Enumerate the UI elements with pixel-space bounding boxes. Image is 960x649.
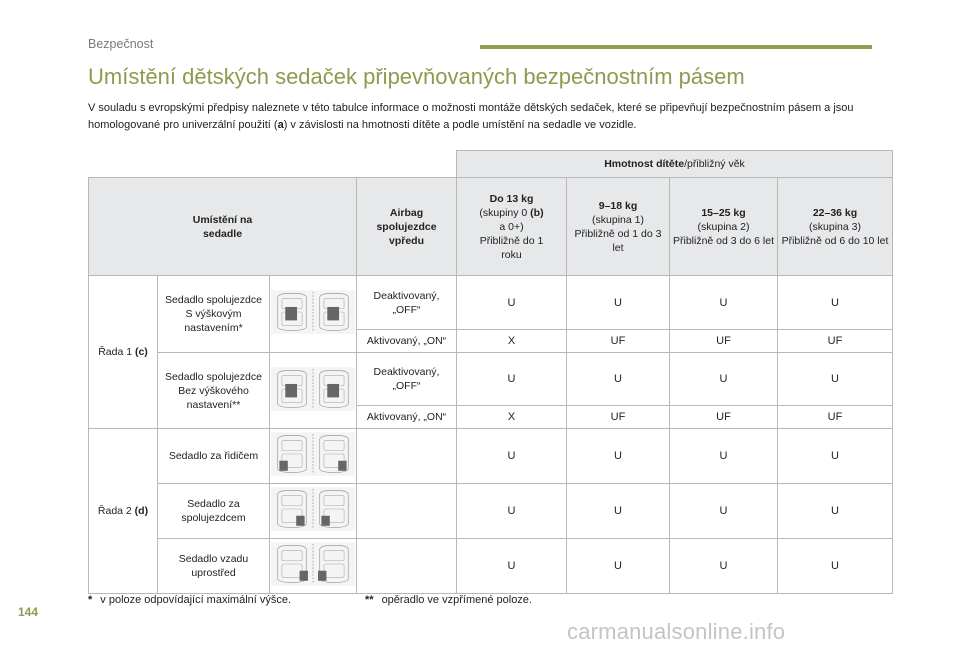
- section-divider: [480, 45, 872, 49]
- group-1-line3: Přibližně od 1 do 3 let: [574, 227, 662, 254]
- seat-a-on-g1: UF: [567, 330, 670, 353]
- seat-d-g1: U: [567, 484, 670, 539]
- child-seat-table: [88, 150, 893, 594]
- group-0-title: Do 13 kg: [489, 192, 534, 205]
- row-2-label: [89, 429, 158, 594]
- seat-e-g0: U: [457, 539, 567, 594]
- car-seats-rear-right-icon: [270, 484, 357, 539]
- page-title: Umístění dětských sedaček připevňovaných bezpečnostním pásem: [88, 64, 745, 89]
- section-label: Bezpečnost: [88, 37, 154, 51]
- car-seats-rear-left-icon: [270, 429, 357, 484]
- group-3-title: 22–36 kg: [812, 206, 858, 219]
- footnote-2-mark: **: [365, 594, 374, 606]
- footnote-1: [88, 594, 291, 606]
- seat-c-g3: U: [778, 429, 893, 484]
- seat-d-g3: U: [778, 484, 893, 539]
- seat-b-on-g2: UF: [670, 406, 778, 429]
- seat-c-g1: U: [567, 429, 670, 484]
- footnote-1-text: v poloze odpovídající maximální výšce.: [100, 594, 292, 606]
- intro-paragraph: [88, 100, 888, 134]
- group-0-line4: Přibližně do 1 roku: [479, 234, 544, 261]
- footnote-2-text: opěradlo ve vzpřímené poloze.: [381, 594, 532, 606]
- group-1-line2: (skupina 1): [592, 213, 644, 226]
- seat-c-g2: U: [670, 429, 778, 484]
- seat-e-g1: U: [567, 539, 670, 594]
- seat-b-off-g1: U: [567, 353, 670, 406]
- group-2-title: 15–25 kg: [701, 206, 746, 219]
- seat-b-airbag-on: Aktivovaný, „ON“: [357, 406, 457, 429]
- seat-e-airbag-empty: [357, 539, 457, 594]
- seat-e-g3: U: [778, 539, 893, 594]
- group-1-title: 9–18 kg: [598, 199, 638, 212]
- car-seats-front-passenger-icon: [270, 276, 357, 353]
- position-header-text: Umístění na sedadle: [192, 213, 253, 240]
- seat-a-on-g0: X: [457, 330, 567, 353]
- seat-c-g0: U: [457, 429, 567, 484]
- seat-b-airbag-off: Deaktivovaný, „OFF“: [357, 353, 457, 406]
- seat-a-label: Sedadlo spolujezdce S výškovým nastavením*: [158, 276, 270, 353]
- row-1-label-text: Řada 1: [98, 346, 135, 358]
- intro-text-1: V souladu s evropskými předpisy naleznete v této tabulce informace o možnosti montáže dětských sedaček, které se připevňují bezpečnostním pásem a jsou homologované pro univerzální použití (: [88, 102, 854, 131]
- weight-header-bold: Hmotnost dítěte: [604, 158, 685, 170]
- weight-header-rest: /přibližný věk: [684, 158, 745, 170]
- group-3-header: [778, 178, 893, 276]
- seat-d-g2: U: [670, 484, 778, 539]
- table-blank-corner: [89, 151, 457, 178]
- airbag-header: [357, 178, 457, 276]
- seat-a-on-g3: UF: [778, 330, 893, 353]
- car-seats-front-passenger-icon: [270, 353, 357, 429]
- row-2-label-bold: (d): [134, 505, 149, 517]
- intro-bold-a: a: [277, 119, 284, 131]
- group-1-header: [567, 178, 670, 276]
- seat-b-on-g0: X: [457, 406, 567, 429]
- group-2-header: [670, 178, 778, 276]
- row-1-label: [89, 276, 158, 429]
- group-0-line2: (skupiny 0: [479, 206, 531, 219]
- weight-header: [457, 151, 893, 178]
- seat-e-label: Sedadlo vzadu uprostřed: [158, 539, 270, 594]
- position-header: [89, 178, 357, 276]
- seat-a-off-g3: U: [778, 276, 893, 330]
- group-0-line2-bold: (b): [530, 206, 544, 219]
- seat-b-off-g2: U: [670, 353, 778, 406]
- seat-c-label: Sedadlo za řidičem: [158, 429, 270, 484]
- watermark: carmanualsonline.info: [567, 619, 786, 644]
- airbag-header-text: Airbag spolujezdce vpředu: [376, 206, 437, 247]
- footnote-1-mark: *: [88, 594, 93, 606]
- seat-b-label: Sedadlo spolujezdce Bez výškového nastavení**: [158, 353, 270, 429]
- seat-a-off-g2: U: [670, 276, 778, 330]
- seat-b-off-g3: U: [778, 353, 893, 406]
- seat-a-off-g1: U: [567, 276, 670, 330]
- seat-b-on-g1: UF: [567, 406, 670, 429]
- seat-a-airbag-on: Aktivovaný, „ON“: [357, 330, 457, 353]
- group-2-line2: (skupina 2): [697, 220, 750, 233]
- seat-a-off-g0: U: [457, 276, 567, 330]
- row-2-label-text: Řada 2: [97, 505, 135, 517]
- group-3-line2: (skupina 3): [809, 220, 861, 233]
- group-3-line3: Přibližně od 6 do 10 let: [781, 234, 889, 247]
- seat-b-on-g3: UF: [778, 406, 893, 429]
- group-0-line3: a 0+): [499, 220, 524, 233]
- seat-d-airbag-empty: [357, 484, 457, 539]
- seat-d-g0: U: [457, 484, 567, 539]
- intro-text-2: ) v závislosti na hmotnosti dítěte a podle umístění na sedadle ve vozidle.: [283, 119, 637, 131]
- seat-d-label: Sedadlo za spolujezdcem: [158, 484, 270, 539]
- seat-e-g2: U: [670, 539, 778, 594]
- seat-a-airbag-off: Deaktivovaný, „OFF“: [357, 276, 457, 330]
- footnote-2: [365, 594, 532, 606]
- page-number: 144: [18, 605, 39, 619]
- seat-c-airbag-empty: [357, 429, 457, 484]
- group-0-header: [457, 178, 567, 276]
- seat-b-off-g0: U: [457, 353, 567, 406]
- seat-a-on-g2: UF: [670, 330, 778, 353]
- car-seats-rear-middle-icon: [270, 539, 357, 594]
- row-1-label-bold: (c): [134, 346, 148, 358]
- group-2-line3: Přibližně od 3 do 6 let: [673, 234, 774, 247]
